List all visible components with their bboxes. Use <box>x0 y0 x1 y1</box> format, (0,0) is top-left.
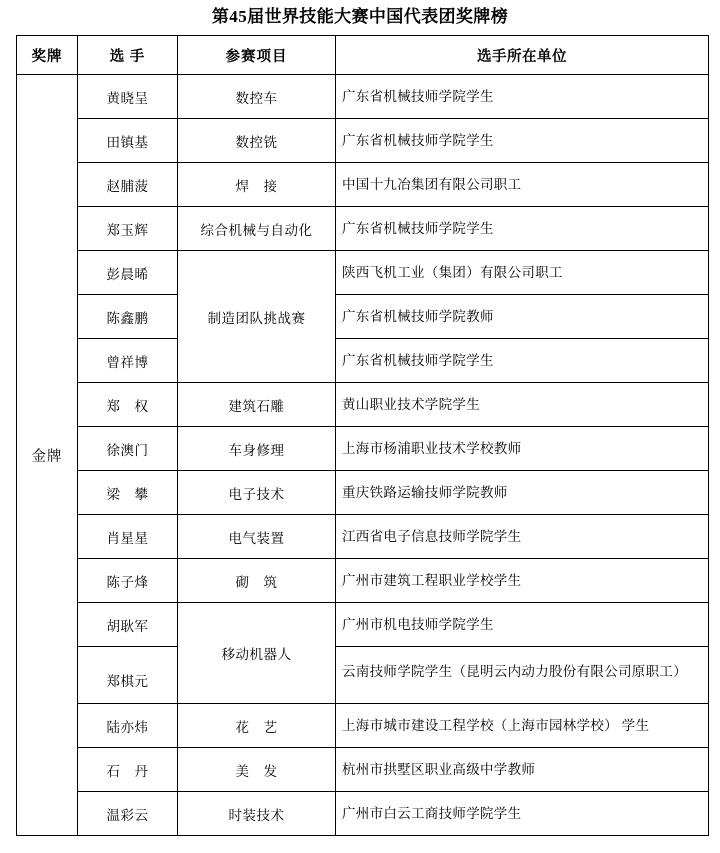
table-row <box>17 251 709 295</box>
table-body <box>17 75 709 836</box>
athlete-name: 陈子烽 <box>78 559 178 603</box>
unit-name: 广东省机械技师学院教师 <box>336 295 709 339</box>
table-row <box>17 207 709 251</box>
table-header-row <box>17 36 709 75</box>
table-row <box>17 515 709 559</box>
column-header-unit: 选手所在单位 <box>336 36 709 75</box>
column-header-medal: 奖牌 <box>17 36 78 75</box>
table-row <box>17 559 709 603</box>
athlete-name: 肖星星 <box>78 515 178 559</box>
medal-table <box>16 35 709 836</box>
unit-name: 广东省机械技师学院学生 <box>336 119 709 163</box>
unit-name: 广东省机械技师学院学生 <box>336 339 709 383</box>
athlete-name: 陈鑫鹏 <box>78 295 178 339</box>
athlete-name: 郑棋元 <box>78 647 178 704</box>
table-header <box>17 36 709 75</box>
column-header-event: 参赛项目 <box>178 36 336 75</box>
athlete-name: 石 丹 <box>78 748 178 792</box>
table-row <box>17 748 709 792</box>
athlete-name: 黄晓呈 <box>78 75 178 119</box>
athlete-name: 郑玉辉 <box>78 207 178 251</box>
table-row <box>17 471 709 515</box>
event-name: 制造团队挑战赛 <box>178 251 336 383</box>
table-row <box>17 339 709 383</box>
unit-name: 广东省机械技师学院学生 <box>336 75 709 119</box>
event-name: 花 艺 <box>178 704 336 748</box>
page-title: 第45届世界技能大赛中国代表团奖牌榜 <box>211 7 509 26</box>
event-name: 焊 接 <box>178 163 336 207</box>
table-row <box>17 704 709 748</box>
event-name: 时装技术 <box>178 792 336 836</box>
event-name: 数控铣 <box>178 119 336 163</box>
table-row <box>17 603 709 647</box>
unit-name: 重庆铁路运输技师学院教师 <box>336 471 709 515</box>
athlete-name: 赵脯菠 <box>78 163 178 207</box>
medal-group-label: 金牌 <box>17 75 78 836</box>
unit-name: 陕西飞机工业（集团）有限公司职工 <box>336 251 709 295</box>
event-name: 车身修理 <box>178 427 336 471</box>
event-name: 建筑石雕 <box>178 383 336 427</box>
table-row <box>17 119 709 163</box>
unit-name: 云南技师学院学生（昆明云内动力股份有限公司原职工） <box>336 647 709 704</box>
table-row <box>17 295 709 339</box>
unit-name: 黄山职业技术学院学生 <box>336 383 709 427</box>
unit-name: 杭州市拱墅区职业高级中学教师 <box>336 748 709 792</box>
table-row <box>17 75 709 119</box>
athlete-name: 郑 权 <box>78 383 178 427</box>
event-name: 砌 筑 <box>178 559 336 603</box>
athlete-name: 彭晨晞 <box>78 251 178 295</box>
athlete-name: 徐澳门 <box>78 427 178 471</box>
unit-name: 广州市建筑工程职业学校学生 <box>336 559 709 603</box>
table-row <box>17 383 709 427</box>
athlete-name: 梁 攀 <box>78 471 178 515</box>
unit-name: 上海市杨浦职业技术学校教师 <box>336 427 709 471</box>
event-name: 电气装置 <box>178 515 336 559</box>
unit-name: 广东省机械技师学院学生 <box>336 207 709 251</box>
athlete-name: 田镇基 <box>78 119 178 163</box>
unit-name: 广州市白云工商技师学院学生 <box>336 792 709 836</box>
table-row <box>17 647 709 704</box>
unit-name: 上海市城市建设工程学校（上海市园林学校） 学生 <box>336 704 709 748</box>
event-name: 电子技术 <box>178 471 336 515</box>
table-row <box>17 792 709 836</box>
table-row <box>17 163 709 207</box>
athlete-name: 温彩云 <box>78 792 178 836</box>
event-name: 综合机械与自动化 <box>178 207 336 251</box>
unit-name: 中国十九冶集团有限公司职工 <box>336 163 709 207</box>
unit-name: 江西省电子信息技师学院学生 <box>336 515 709 559</box>
medal-table-container <box>0 35 720 836</box>
athlete-name: 陆亦炜 <box>78 704 178 748</box>
event-name: 美 发 <box>178 748 336 792</box>
column-header-athlete: 选 手 <box>78 36 178 75</box>
unit-name: 广州市机电技师学院学生 <box>336 603 709 647</box>
athlete-name: 曾祥博 <box>78 339 178 383</box>
event-name: 移动机器人 <box>178 603 336 704</box>
table-row <box>17 427 709 471</box>
athlete-name: 胡耿军 <box>78 603 178 647</box>
event-name: 数控车 <box>178 75 336 119</box>
